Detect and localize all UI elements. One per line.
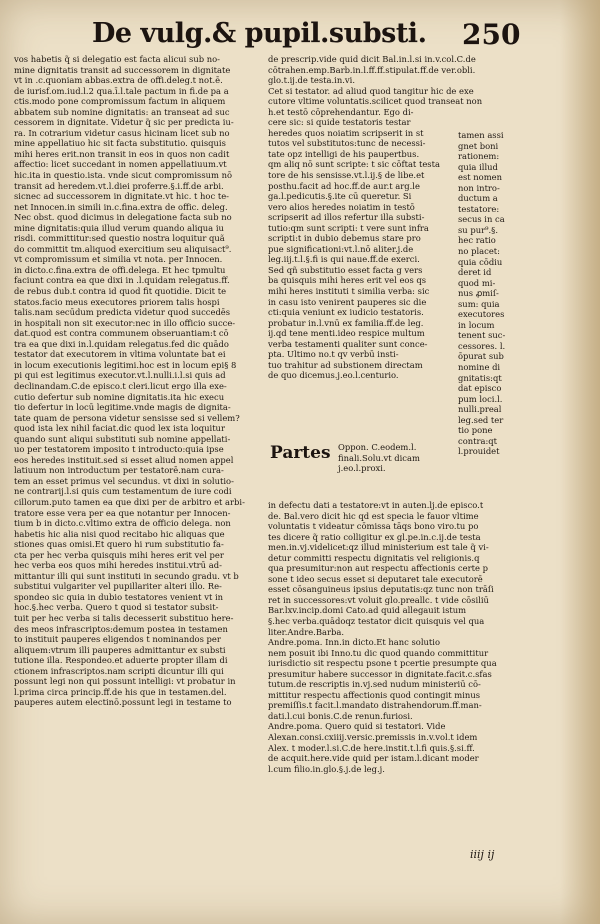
text-line: de prescrip.vide quid dicit Bal.in.l.si in.v.col.C.de [268,54,476,64]
text-line: ctionem infrascriptos.nam scripti dicuntur illi qui [14,665,224,676]
text-line: iurisdictio sit respectu psone t pcertie presumpte qua [268,658,497,669]
text-line: quod ista lex nihil faciat.dic quod lex ista loquitur [14,423,225,434]
margin-note-line: leg.sed ter [458,414,504,425]
text-line: in defectu dati a testatore:vt in auten.lj.de episco.t [268,500,484,510]
text-line: cōtrahen.emp.Barb.in.l.ff.ff.stipulat.ff.de ver.obli. [268,64,476,75]
margin-note-line: non intro- [458,182,500,193]
text-line: liter.Andre.Barba. [268,626,345,637]
right-margin-notes [458,130,548,457]
text-line: mittantur illi qui sunt instituti in secundo gradu. vt b [14,570,239,581]
text-line: probatur in.l.vnū ex familia.ff.de leg. [268,317,424,328]
text-line: testator dat executorem in vltima voluntate bat ei [14,349,226,360]
text-line: tutione illa. Respondeo.et aduerte propter illam di [14,655,228,666]
margin-note-line: nus ꝓmiſ- [458,288,499,299]
text-line: do committit tm.aliquod exercitium seu aliquisact⁹. [14,243,232,254]
margin-note-line: testatore: [458,203,500,214]
text-line: sone t ideo secus esset si deputaret tale executorē [268,573,483,584]
text-line: presumitur habere successor in dignitate.facit.c.sfas [268,668,492,679]
text-line: de iurisf.om.iud.l.2 qua.ī.l.tale pactum in fi.de pa a [14,85,229,96]
text-line: scripserit ad illos refertur illa substi- [268,212,425,223]
text-line: declinandam.C.de episco.t cleri.licut ergo illa exe- [14,380,227,391]
text-line: mine dignitatis:quia illud verum quando aliqua iu [14,222,224,233]
partes-line: Oppon. C.eodem.l. [338,442,417,452]
lower-middle-column [268,500,538,840]
margin-note-line: deret id [458,267,492,278]
margin-note-line: pum loci.l. [458,393,503,404]
margin-note-line: secus in ca [458,214,505,225]
partes-line: j.eo.l.proxi. [338,463,386,474]
text-line: posthu.facit ad hoc.ff.de aur.t arg.le [268,180,420,191]
text-line: mihi heres instituti t similia verba: sic [268,286,430,297]
text-line: heredes quos noiatim scripserit in st [268,127,424,138]
text-line: des meos infrascriptos:demum postea in testamen [14,623,228,634]
text-line: dati.l.cui bonis.C.de renun.furiosi. [268,710,413,721]
text-line: cutio defertur sub nomine dignitatis.ita hic execu [14,391,225,402]
text-line: transit ad heredem.vt.l.diei proferre.§.i.ff.de arbi. [14,180,224,191]
text-line: quando sunt aliqui substituti sub nomine appellati- [14,433,231,444]
partes-text [338,442,543,474]
text-line: substitui vulgariter vel pupillariter alteri illo. Re- [14,581,222,592]
text-line: faciunt contra ea que dixi in .l.quidam relegatus.ff. [14,275,230,286]
text-line: talis.nam secūdum predicta videtur quod succedēs [14,307,231,318]
text-line: tuit per hec verba si talis decesserit substituo here- [14,612,234,623]
text-line: Andre.poma. Quero quid si testatori. Vide [268,721,446,732]
text-line: qm aliq nō sunt scripte: t sic cōftat testa [268,159,440,170]
partes-heading: Partes [270,443,331,463]
margin-note-line: no placet: [458,246,500,257]
text-line: ij.qd tene menti.ideo respice multum [268,328,425,339]
text-line: de quo dicemus.j.eo.l.centurio. [268,370,399,381]
text-line: cillorum.puto tamen ea que dixi per de arbitro et arbi- [14,496,245,507]
text-line: l.prima circa princip.ff.de his que in testamen.del. [14,686,227,697]
text-line: Nec obst. quod dicimus in delegatione facta sub no [14,212,232,223]
text-line: h.et testō cōprehendantur. Ego di- [268,106,414,117]
margin-note-line: quia cōdiu [458,256,503,267]
margin-note-line: cessores. l. [458,340,506,351]
margin-note-line: nomine di [458,362,501,373]
text-line: tutos vel substitutos:tunc de necessi- [268,138,426,149]
page-edge-shadow [560,0,600,924]
text-line: mihi heres erit.non transit in eos in quos non cadit [14,148,230,159]
text-line: pta. Ultimo no.t qv verbū insti- [268,349,399,360]
text-line: affectio: licet succedant in nomen appellatiuum.vt [14,159,227,170]
text-line: net Innocen.in simili in.c.fina.extra de offic. deleg. [14,201,228,212]
text-line: pue significationi:vt.l.nō aliter.j.de [268,243,414,254]
margin-note-line: sum: quia [458,298,500,309]
left-column [14,54,260,844]
text-line: tutum.de rescriptis in.vj.sed nudum ministeriū cō- [268,679,481,690]
text-line: hec verba eos quos mihi heredes institui.vtrū ad- [14,560,222,571]
text-line: ba quisquis mihi heres erit vel eos qs [268,275,427,286]
text-line: scripti:t in dubio debemus stare pro [268,233,421,244]
text-line: in hospitali non sit executor:nec in illo officio succe- [14,317,236,328]
text-line: in locum executionis legitimi.hoc est in locum epi§ 8 [14,359,237,370]
running-title: De vulg.& pupil.substi. [92,18,427,49]
margin-note-line: executores [458,309,505,320]
text-line: de acquit.here.vide quid per istam.l.dicant moder [268,753,479,764]
margin-note-line: su pur⁹.§. [458,224,498,235]
text-line: spondeo sic quia in dubio testatores venient vt in [14,591,224,602]
text-line: de. Bal.vero dicit hic qd est specia le fauor vltime [268,510,479,521]
margin-note-line: contra:qt [458,435,498,446]
text-line: vos habetis q̃ si delegatio est facta alicui sub no- [14,54,221,64]
text-line: habetis hic alia nisi quod recitabo hic aliquas que [14,528,225,539]
text-line: cti:quia veniunt ex iudicio testatoris. [268,307,424,318]
margin-note-line: dat episco [458,383,502,394]
text-line: risdi. committitur:sed questio nostra loquitur quã [14,233,225,244]
text-line: to instituit pauperes eligendos t nominandos per [14,634,221,645]
text-line: nem posuit ibi Inno.tu dic quod quando committitur [268,647,489,658]
margin-note-line: tio pone [458,425,493,436]
text-line: in casu isto venirent pauperes sic die [268,296,427,307]
text-line: tem an esset primus vel secundus. vt dixi in solutio- [14,475,234,486]
text-line: vt in .c.quoniam abbas.extra de offi.deleg.t not.ē. [14,75,223,86]
text-line: ra. In cotrarium videtur casus hicinam licet sub no [14,127,230,138]
signature-mark: iiij ij [470,848,495,861]
text-line: tium b in dicto.c.vltimo extra de officio delega. non [14,518,231,529]
text-line: vt compromissum et similia vt nota. per Innocen. [14,254,223,265]
margin-note-line: hec ratio [458,235,496,246]
text-line: hic.ita in questio.ista. vnde sicut compromissum nō [14,170,233,181]
margin-note-line: ōpurat sub [458,351,504,362]
text-line: in dicto.c.fina.extra de offi.delega. Et hec tpmultu [14,264,226,275]
text-line: stiones quas omisi.Et quero hi rum substitutio fa- [14,539,224,550]
text-line: ret in successores:vt voluit glo.preallc. t vide cōsiliū [268,594,489,605]
text-line: ga.l.pedicutis.§.ite cū queretur. Si [268,191,412,202]
text-line: pauperes autem electinō.possunt legi in testame to [14,697,232,708]
text-line: tore de his sensisse.vt.l.ij.§ de libe.et [268,170,425,181]
text-line: tate quam de persona videtur sensisse sed si vellem? [14,412,240,423]
margin-note-line: in locum [458,319,495,330]
text-line: sicnec ad successorem in dignitate.vt hic. t hoc te- [14,191,229,202]
text-line: tuo trahitur ad substionem directam [268,359,423,370]
text-line: premiſſis.t facit.l.mandato distrahendorum.ff.man- [268,700,482,711]
margin-note-line: gnet boni [458,140,499,151]
text-line: tutio:qm sunt scripti: t vere sunt infra [268,222,429,233]
margin-note-line: rationem: [458,151,500,162]
text-line: glo.t.ij.de testa.in.vi. [268,75,355,86]
running-header [0,14,600,58]
text-line: possunt legi non qui possunt intelligi: vt probatur in [14,676,236,687]
margin-note-line: tenent suc- [458,330,506,341]
text-line: Alex. t moder.l.si.C.de here.instit.t.l.fi quis.§.si.ff. [268,742,475,753]
text-line: Cet si testator. ad aliud quod tangitur hic de exe [268,85,474,96]
text-line: eos heredes instituit.sed si esset aliud nomen appel [14,454,234,465]
text-line: cessorem in dignitate. Videtur q̃ sic per predicta iu- [14,117,234,128]
text-line: Alexan.consi.cxiiij.versic.premissis in.v.vol.t idem [268,732,478,743]
text-line: cutore vltime voluntatis.scilicet quod transeat non [268,96,483,107]
margin-note-line: tamen assi [458,130,504,140]
text-line: qua presumitur:non aut respectu affectionis certe p [268,563,488,574]
text-line: de rebus dub.t contra id quod fit quotidie. Dicit te [14,286,227,297]
margin-note-line: l.prouidet [458,446,500,457]
text-line: l.cum filio.in.glo.§.j.de leg.j. [268,763,385,774]
text-line: cere sic: si quide testatoris testar [268,117,411,128]
margin-note-line: nulli.preal [458,404,502,415]
text-line: vero alios heredes noiatim in testō [268,201,415,212]
margin-note-line: gnitatis:qt [458,372,502,383]
text-line: voluntatis t videatur cōmissa tāqs bono viro.tu po [268,521,479,532]
text-line: esset cōsanguineus ipsius deputatis:qz tunc non trāſi [268,584,494,595]
text-line: men.in.vj.videlicet:qz illud ministerium est tale q̃ vi- [268,542,489,553]
text-line: mine dignitatis transit ad successorem in dignitate [14,64,231,75]
text-line: cta per hec verba quisquis mihi heres erit vel per [14,549,224,560]
text-line: uo per testatorem imposito t introducto:quia ipse [14,444,224,455]
folio-number: 250 [462,18,521,51]
text-line: dat.quod est contra communem obseruantiam:t cō [14,328,229,339]
partes-line: finali.Solu.vt dicam [338,452,420,463]
text-line: ne contrarij.l.si quis cum testamentum de iure codi [14,486,232,497]
text-line: mine appellatiuo hic sit facta substitutio. quisquis [14,138,226,149]
margin-note-line: quod mi- [458,277,496,288]
text-line: hoc.§.hec verba. Quero t quod si testator subsit- [14,602,219,613]
text-line: tratore esse vera per ea que notantur per Innocen- [14,507,231,518]
text-line: tio defertur in locū legitime.vnde magis de dignita- [14,402,231,413]
text-line: tra ea que dixi in.l.quidam relegatus.fed dic quādo [14,338,229,349]
text-line: Bar.lxv.incip.domi Cato.ad quid allegauit istum [268,605,467,616]
text-line: tate opz intelligi de his paupertbus. [268,148,420,159]
text-line: abbatem sub nomine dignitatis: an transeat ad suc [14,106,230,117]
text-line: §.hec verba.quādoqz testator dicit quisquis vel qua [268,616,485,627]
margin-note-line: quia illud [458,161,498,172]
text-line: Andre.poma. Inn.in dicto.Et hanc solutio [268,637,441,648]
text-line: statos.facio meus executores priorem talis hospi [14,296,220,307]
text-line: latiuum non introductum per testatorē.nam cura- [14,465,224,476]
text-line: ctis.modo pone compromissum factum in aliquem [14,96,226,107]
text-line: mittitur respectu affectionis quod contingit minus [268,689,481,700]
text-line: pi qui est legitimus executor.vt.l.nulli.i.l.si quis ad [14,370,226,381]
text-line: detur committi respectu dignitatis vel religionis.q [268,552,480,563]
text-line: aliquem:vtrum illi pauperes admittantur ex substi [14,644,226,655]
text-line: Sed qñ substitutio esset facta g vers [268,264,423,275]
margin-note-line: ductum a [458,193,498,204]
text-line: verba testamenti qualiter sunt conce- [268,338,428,349]
text-line: tes dicere q̃ ratio colligitur ex gl.pe.in.c.ij.de testa [268,531,481,542]
text-line: leg.iij.t.l.§.fi is qui naue.ff.de exerci. [268,254,420,265]
margin-note-line: est nomen [458,172,503,183]
